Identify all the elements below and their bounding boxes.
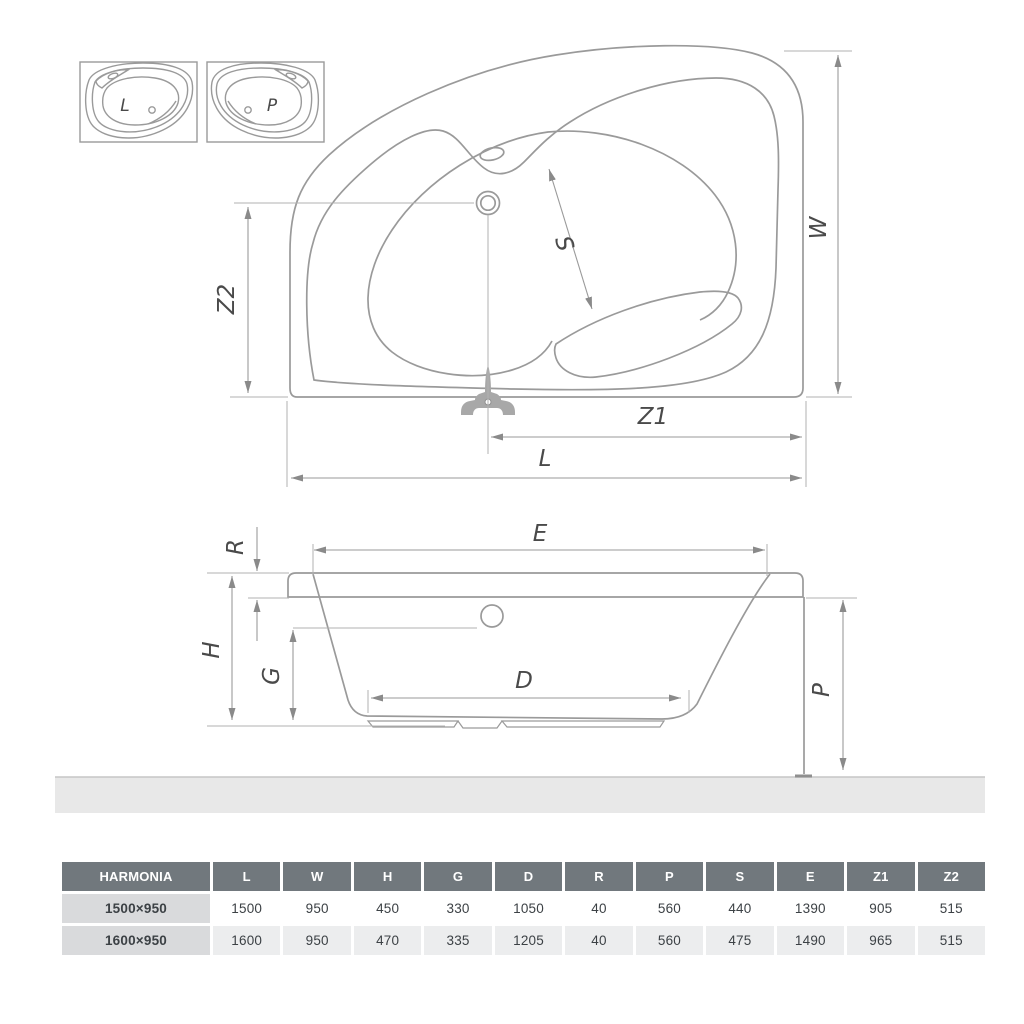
table-cell: 1500 (213, 894, 280, 923)
side-view (55, 521, 985, 813)
table-cell: 440 (706, 894, 773, 923)
table-row-label: 1600×950 (62, 926, 210, 955)
side-rim (288, 573, 803, 597)
overflow-hole-top (479, 146, 505, 163)
table-row-label: 1500×950 (62, 894, 210, 923)
mini-tub-left (86, 63, 193, 138)
table-cell: 1205 (495, 926, 562, 955)
overflow-hole-side (481, 605, 503, 627)
mini-tub-right (211, 63, 318, 138)
dim-label-h: H (199, 641, 225, 659)
table-cell: 965 (847, 926, 914, 955)
table-cell: 1390 (777, 894, 844, 923)
tub-seat-outline (555, 291, 742, 377)
dim-label-l: L (538, 446, 552, 472)
table-cell: 560 (636, 894, 703, 923)
dim-label-r: R (223, 539, 249, 555)
tub-outer-outline (290, 46, 803, 397)
dim-label-s: S (549, 232, 579, 255)
dim-label-g: G (259, 667, 285, 685)
table-header-p: P (636, 862, 703, 891)
table-cell: 560 (636, 926, 703, 955)
table-cell: 1490 (777, 926, 844, 955)
thumbnail-right-label: P (266, 96, 278, 116)
table-header-z1: Z1 (847, 862, 914, 891)
table-cell: 40 (565, 894, 632, 923)
table-header-g: G (424, 862, 491, 891)
table-cell: 905 (847, 894, 914, 923)
side-view-extension-lines (207, 544, 857, 726)
floor-band (55, 777, 985, 813)
top-view-extension-lines (230, 51, 852, 487)
table-header-d: D (495, 862, 562, 891)
table-cell: 1050 (495, 894, 562, 923)
table-cell: 515 (918, 926, 985, 955)
dim-label-p: P (809, 683, 835, 697)
table-cell: 335 (424, 926, 491, 955)
side-view-tub (288, 573, 804, 774)
table-cell: 950 (283, 926, 350, 955)
drain-inner (481, 196, 495, 210)
table-header-w: W (283, 862, 350, 891)
table-header-e: E (777, 862, 844, 891)
table-cell: 330 (424, 894, 491, 923)
orientation-thumbnails (80, 62, 324, 142)
side-view-dimension-lines (232, 527, 843, 770)
table-header-product: HARMONIA (62, 862, 210, 891)
table-cell: 475 (706, 926, 773, 955)
table-cell: 40 (565, 926, 632, 955)
thumbnail-left-label: L (120, 96, 130, 116)
tub-basin-outline (368, 131, 736, 375)
tub-rim-inner-edge (307, 78, 779, 390)
table-header-s: S (706, 862, 773, 891)
table-cell: 450 (354, 894, 421, 923)
table-cell: 1600 (213, 926, 280, 955)
dim-label-d: D (515, 668, 533, 694)
top-view-tub (290, 46, 803, 397)
dim-label-e: E (532, 521, 548, 547)
dimensions-table (62, 862, 985, 955)
dim-label-w: W (806, 216, 832, 240)
top-view-dimension-lines (248, 55, 838, 478)
table-cell: 515 (918, 894, 985, 923)
side-body (313, 574, 770, 719)
dim-label-z2: Z2 (214, 283, 240, 315)
table-header-r: R (565, 862, 632, 891)
table-header-h: H (354, 862, 421, 891)
table-cell: 470 (354, 926, 421, 955)
side-base-strips (368, 721, 664, 728)
mini-drain-right (245, 107, 251, 113)
table-cell: 950 (283, 894, 350, 923)
mini-drain-left (149, 107, 155, 113)
dim-label-z1: Z1 (637, 404, 669, 430)
table-header-z2: Z2 (918, 862, 985, 891)
table-header-l: L (213, 862, 280, 891)
